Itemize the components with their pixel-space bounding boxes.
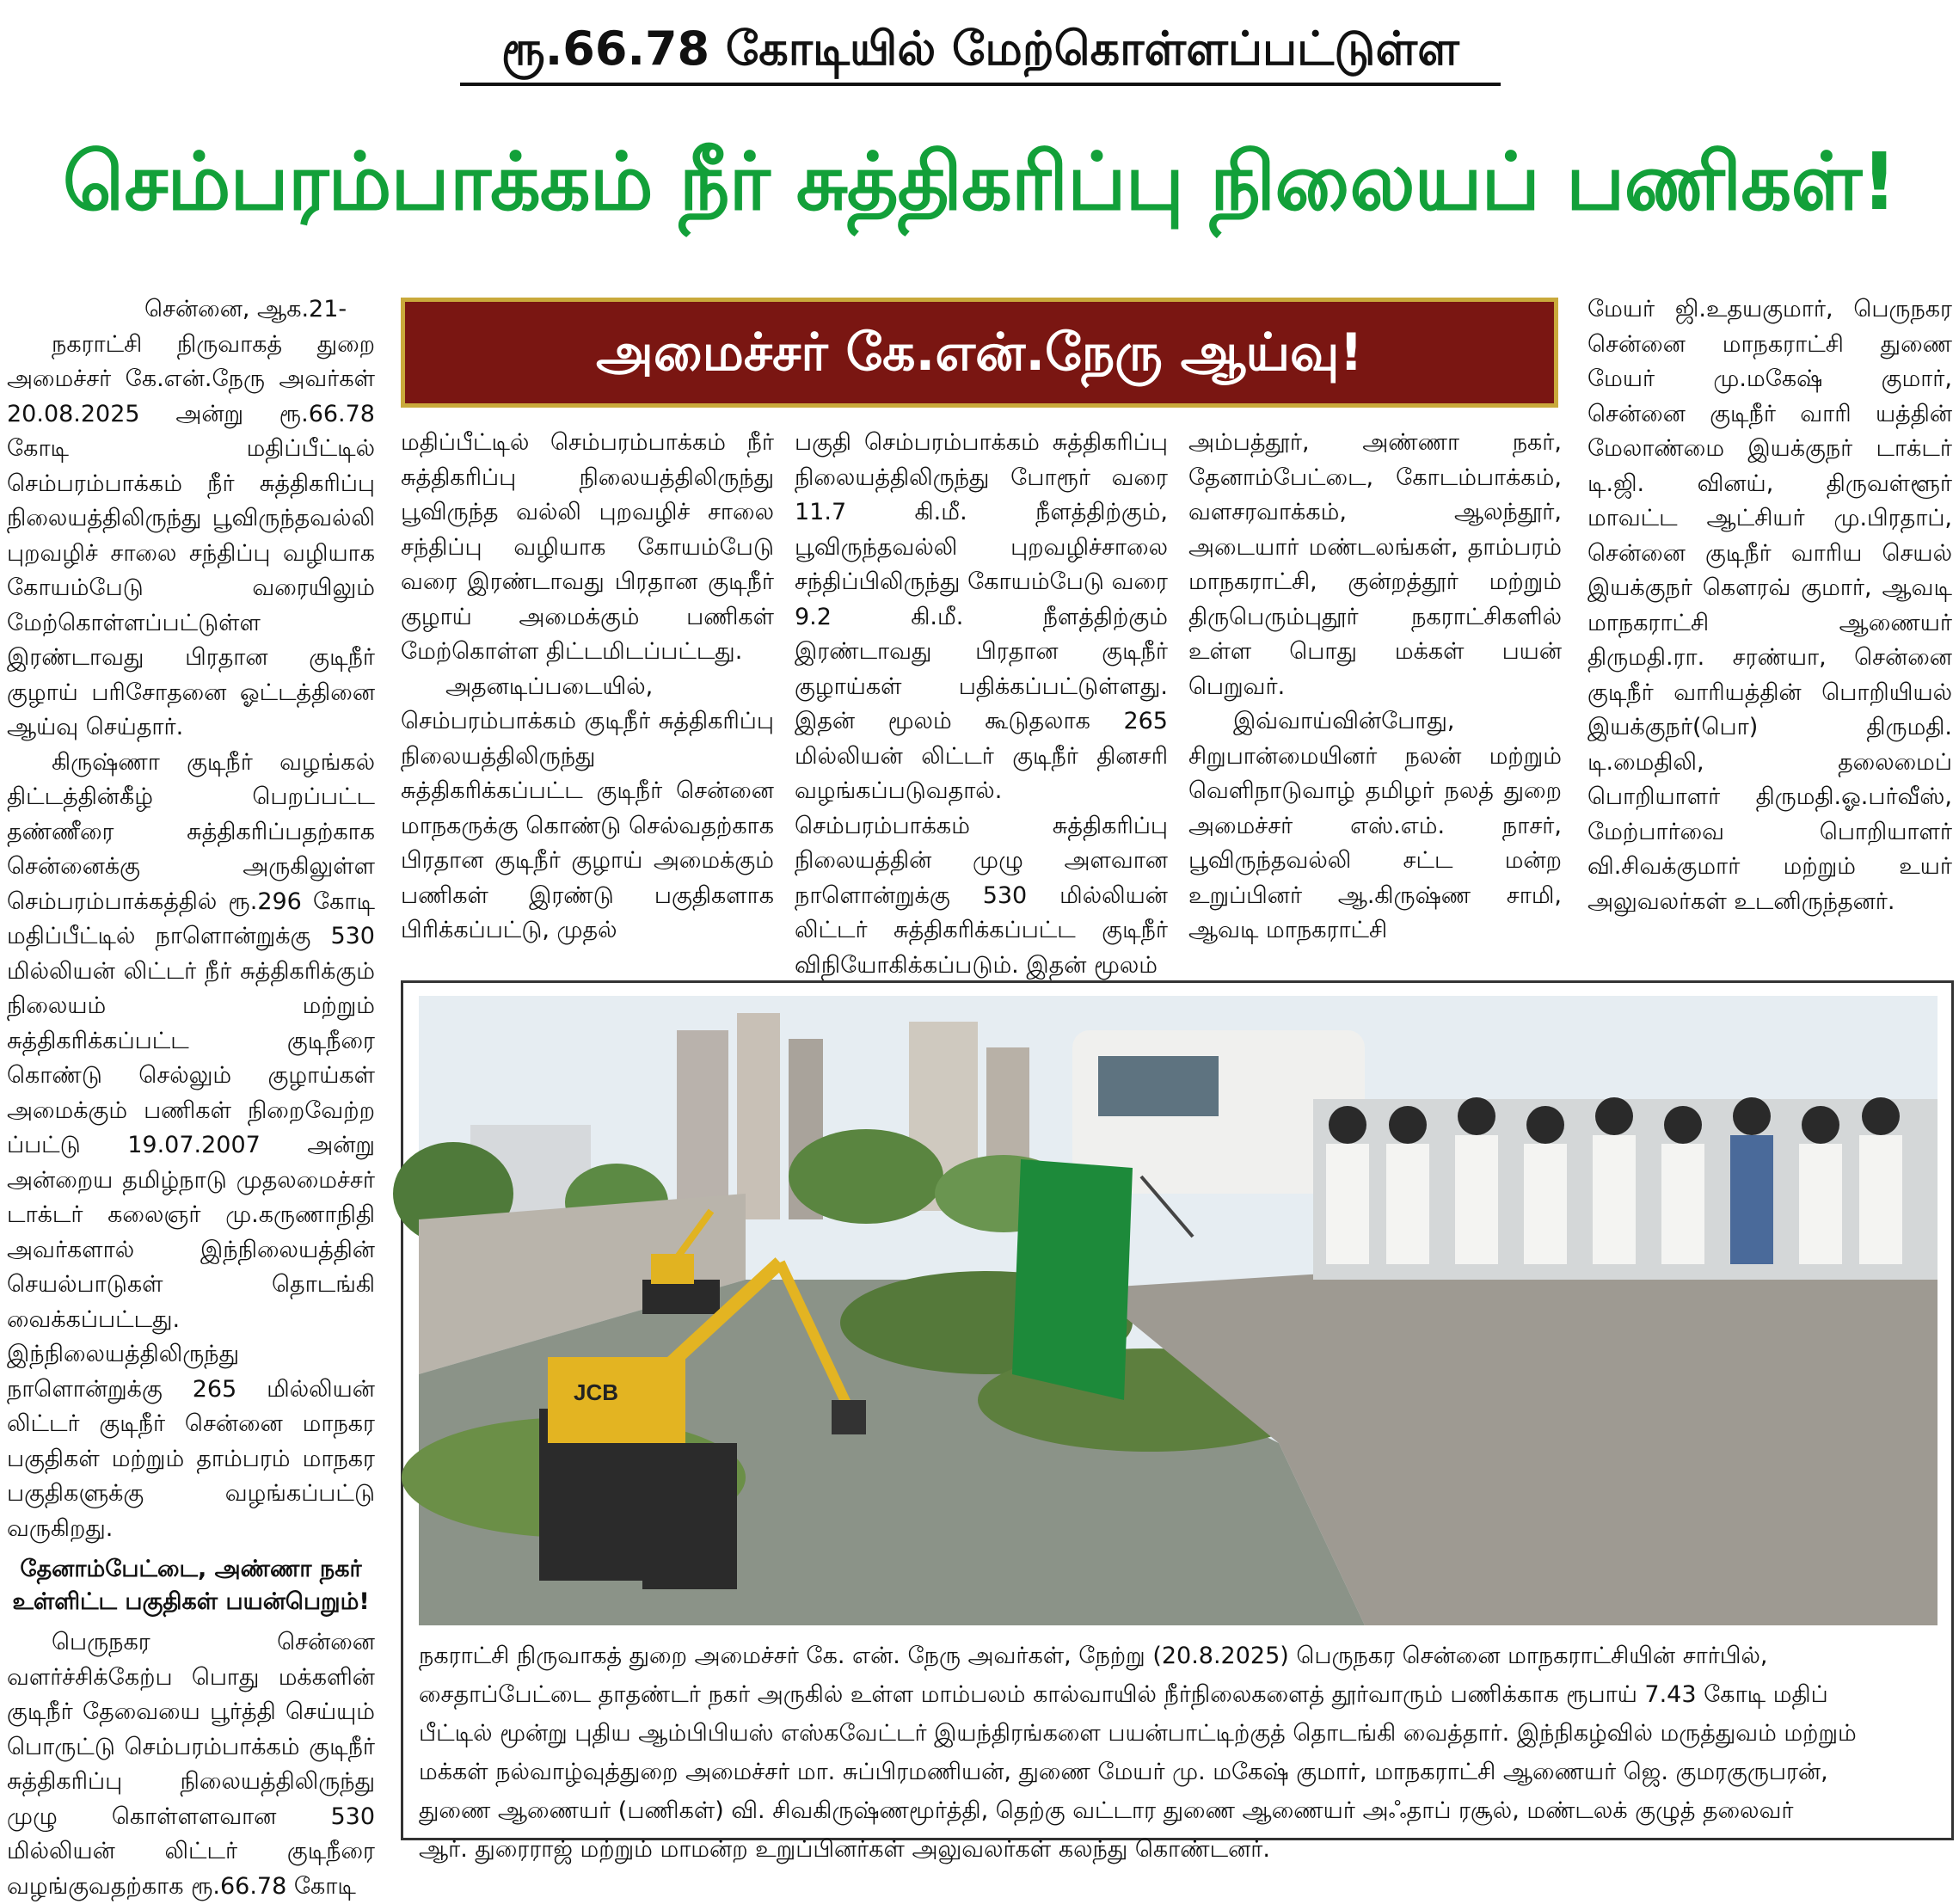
caption-line: சைதாப்பேட்டை தாதண்டர் நகர் அருகில் உள்ள மாம்பலம் கால்வாயில் நீர்நிலைகளைத் தூர்வாரும் பணிக்காக ரூபாய் 7.43 கோடி மதிப் [419,1681,1828,1708]
excavator-brand-label: JCB [574,1379,619,1405]
caption-line: துணை ஆணையர் (பணிகள்) வி. சிவகிருஷ்ணமூர்த்தி, தெற்கு வட்டார துணை ஆணையர் அஃதாப் ரசூல், மண்டலக் குழுத் தலைவர் [419,1797,1794,1824]
article-column-2 [401,426,774,963]
news-photo [419,996,1938,1625]
paragraph: இவ்வாய்வின்போது, சிறுபான்மையினர் நலன் மற்றும் வெளிநாடுவாழ் தமிழர் நலத் துறை அமைச்சர் எஸ்.எம். நாசர், பூவிருந்தவல்லி சட்ட மன்ற உறுப்பினர் ஆ.கிருஷ்ண சாமி, ஆவடி மாநகராட்சி [1188,708,1562,943]
caption-line: பீட்டில் மூன்று புதிய ஆம்பிபியஸ் எஸ்கவேட்டர் இயந்திரங்களை பயன்பாட்டிற்குத் தொடங்கி வைத்தார். இந்நிகழ்வில் மருத்துவம் மற்றும் [419,1720,1857,1747]
caption-line: நகராட்சி நிருவாகத் துறை அமைச்சர் கே. என். நேரு அவர்கள், நேற்று (20.8.2025) பெருநகர சென்னை மாநகராட்சியின் சார்பில், [419,1643,1768,1669]
canal-excavator-photo [419,996,1938,1625]
caption-line: ஆர். துரைராஜ் மற்றும் மாமன்ற உறுப்பினர்கள் அலுவலர்கள் கலந்து கொண்டனர். [419,1836,1270,1863]
article-column-3 [795,426,1168,979]
kicker-headline: ரூ.66.78 கோடியில் மேற்கொள்ளப்பட்டுள்ள [460,15,1501,86]
dateline: சென்னை, ஆக.21- [144,296,347,322]
caption-line: மக்கள் நல்வாழ்வுத்துறை அமைச்சர் மா. சுப்பிரமணியன், துணை மேயர் மு. மகேஷ் குமார், மாநகராட்சி ஆணையர் ஜெ. குமரகுருபரன், [419,1759,1828,1785]
photo-box [401,980,1954,1863]
article-column-5 [1587,292,1952,963]
paragraph: மதிப்பீட்டில் செம்பரம்பாக்கம் நீர் சுத்திகரிப்பு நிலையத்திலிருந்து பூவிருந்த வல்லி புறவழிச் சாலை சந்திப்பு வழியாக கோயம்பேடு வரை இரண்டாவது பிரதான குடிநீர் குழாய் அமைக்கும் பணிகள் மேற்கொள்ள திட்டமிடப்பட்டது. [401,429,774,665]
paragraph: அம்பத்தூர், அண்ணா நகர், தேனாம்பேட்டை, கோடம்பாக்கம், வளசரவாக்கம், ஆலந்தூர், அடையார் மண்டலங்கள், தாம்பரம் மாநகராட்சி, குன்றத்தூர் மற்றும் திருபெரும்புதூர் நகராட்சிகளில் உள்ள பொது மக்கள் பயன் பெறுவர். [1188,429,1562,700]
subheading: தேனாம்பேட்டை, அண்ணா நகர் உள்ளிட்ட பகுதிகள் பயன்பெறும்! [12,1556,370,1615]
paragraph: பெருநகர சென்னை வளர்ச்சிக்கேற்ப பொது மக்களின் குடிநீர் தேவையை பூர்த்தி செய்யும் பொருட்டு செம்பரம்பாக்கம் குடிநீர் சுத்திகரிப்பு நிலையத்திலிருந்து முழு கொள்ளளவான 530 மில்லியன் லிட்டர் குடிநீரை வழங்குவதற்காக ரூ.66.78 கோடி [7,1629,375,1900]
article-column-4 [1188,426,1562,963]
section-banner: அமைச்சர் கே.என்.நேரு ஆய்வு! [401,298,1558,408]
paragraph: அதனடிப்படையில், செம்பரம்பாக்கம் குடிநீர் சுத்திகரிப்பு நிலையத்திலிருந்து சுத்திகரிக்கப்பட்ட குடிநீர் சென்னை மாநகருக்கு கொண்டு செல்வதற்காக பிரதான குடிநீர் குழாய் அமைக்கும் பணிகள் இரண்டு பகுதிகளாக பிரிக்கப்பட்டு, முதல் [401,673,774,943]
paragraph: கிருஷ்ணா குடிநீர் வழங்கல் திட்டத்தின்கீழ் பெறப்பட்ட தண்ணீரை சுத்திகரிப்பதற்காக சென்னைக்கு அருகிலுள்ள செம்பரம்பாக்கத்தில் ரூ.296 கோடி மதிப்பீட்டில் நாளொன்றுக்கு 530 மில்லியன் லிட்டர் நீர் சுத்திகரிக்கும் நிலையம் மற்றும் சுத்திகரிக்கப்பட்ட குடிநீரை கொண்டு செல்லும் குழாய்கள் அமைக்கும் பணிகள் நிறைவேற்ற ப்பட்டு 19.07.2007 அன்று அன்றைய தமிழ்நாடு முதலமைச்சர் டாக்டர் கலைஞர் மு.கருணாநிதி அவர்களால் இந்நிலையத்தின் செயல்பாடுகள் தொடங்கி வைக்கப்பட்டது. இந்நிலையத்திலிருந்து நாளொன்றுக்கு 265 மில்லியன் லிட்டர் குடிநீர் சென்னை மாநகர பகுதிகள் மற்றும் தாம்பரம் மாநகர பகுதிகளுக்கு வழங்கப்பட்டு வருகிறது. [7,748,375,1542]
article-column-1 [7,292,375,1900]
photo-caption [419,1637,1938,1863]
main-headline: செம்பரம்பாக்கம் நீர் சுத்திகரிப்பு நிலையப் பணிகள்! [62,136,1897,228]
paragraph: நகராட்சி நிருவாகத் துறை அமைச்சர் கே.என்.நேரு அவர்கள் 20.08.2025 அன்று ரூ.66.78 கோடி மதிப்பீட்டில் செம்பரம்பாக்கம் நீர் சுத்திகரிப்பு நிலையத்திலிருந்து பூவிருந்தவல்லி புறவழிச் சாலை சந்திப்பு வழியாக கோயம்பேடு வரையிலும் மேற்கொள்ளப்பட்டுள்ள இரண்டாவது பிரதான குடிநீர் குழாய் பரிசோதனை ஓட்டத்தினை ஆய்வு செய்தார். [7,330,375,740]
paragraph: மேயர் ஜி.உதயகுமார், பெருநகர சென்னை மாநகராட்சி துணை மேயர் மு.மகேஷ் குமார், சென்னை குடிநீர் வாரி யத்தின் மேலாண்மை இயக்குநர் டாக்டர் டி.ஜி. வினய், திருவள்ளூர் மாவட்ட ஆட்சியர் மு.பிரதாப், சென்னை குடிநீர் வாரிய செயல் இயக்குநர் கௌரவ் குமார், ஆவடி மாநகராட்சி ஆணையர் திருமதி.ரா. சரண்யா, சென்னை குடிநீர் வாரியத்தின் பொறியியல் இயக்குநர்(பொ) திருமதி. டி.மைதிலி, தலைமைப் பொறியாளர் திருமதி.ஓ.பர்வீஸ், மேற்பார்வை பொறியாளர் வி.சிவக்குமார் மற்றும் உயர் அலுவலர்கள் உடனிருந்தனர். [1587,296,1952,915]
paragraph: பகுதி செம்பரம்பாக்கம் சுத்திகரிப்பு நிலையத்திலிருந்து போரூர் வரை 11.7 கி.மீ. நீளத்திற்கும், பூவிருந்தவல்லி புறவழிச்சாலை சந்திப்பிலிருந்து கோயம்பேடு வரை 9.2 கி.மீ. நீளத்திற்கும் இரண்டாவது பிரதான குடிநீர் குழாய்கள் பதிக்கப்பட்டுள்ளது. இதன் மூலம் கூடுதலாக 265 மில்லியன் லிட்டர் குடிநீர் தினசரி வழங்கப்படுவதால். செம்பரம்பாக்கம் சுத்திகரிப்பு நிலையத்தின் முழு அளவான நாளொன்றுக்கு 530 மில்லியன் லிட்டர் சுத்திகரிக்கப்பட்ட குடிநீர் விநியோகிக்கப்படும். இதன் மூலம் [795,429,1168,979]
